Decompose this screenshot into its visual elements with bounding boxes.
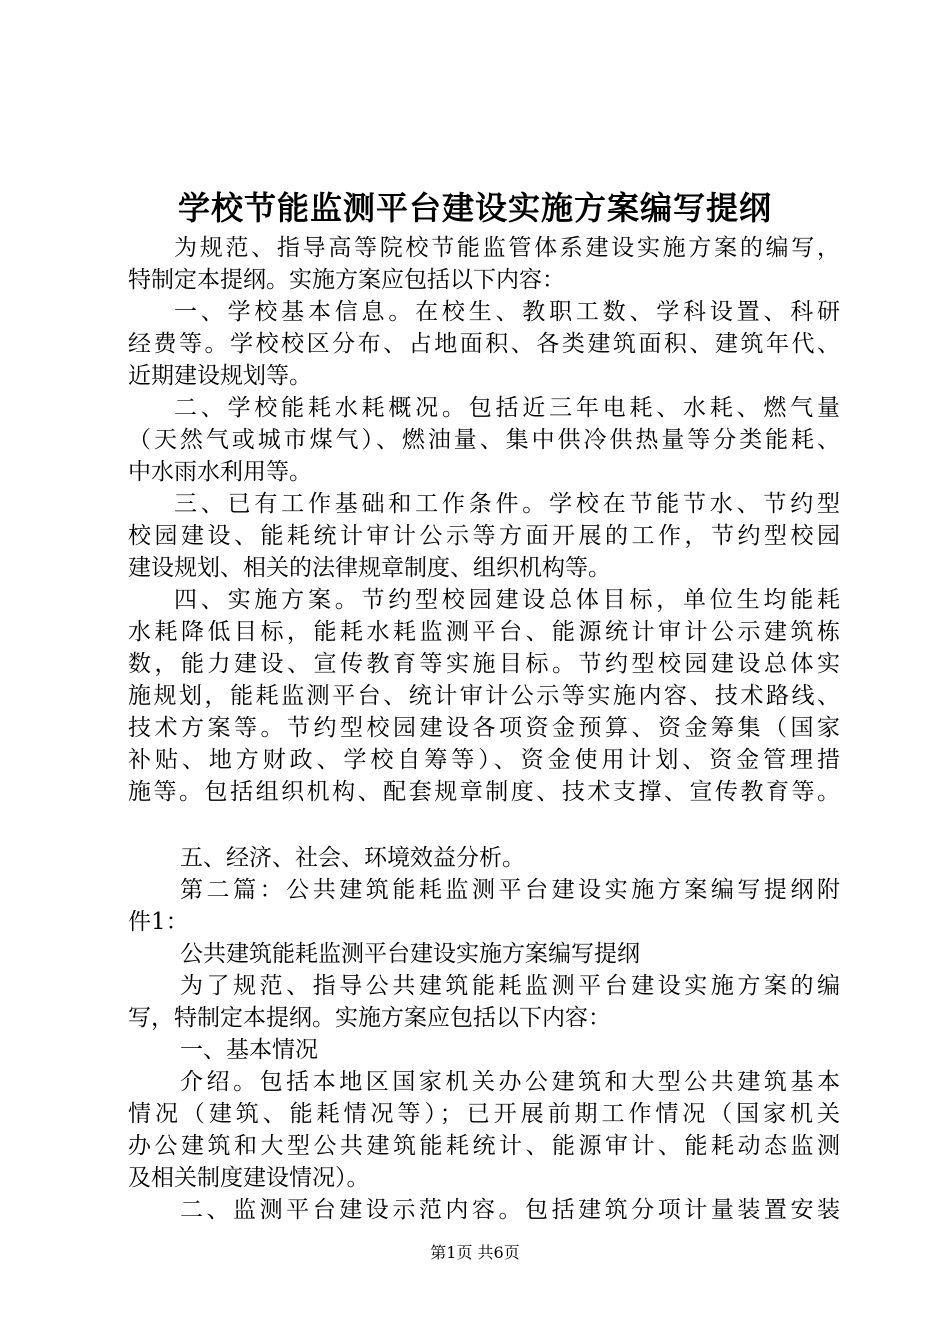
text-line: 二、监测平台建设示范内容。包括建筑分项计量装置安装 (180, 1197, 840, 1223)
paragraph-gap (128, 808, 840, 842)
text-line: 二、学校能耗水耗概况。包括近三年电耗、水耗、燃气量 (174, 395, 840, 421)
text-line: 第二篇：公共建筑能耗监测平台建设实施方案编写提纲附 (180, 877, 840, 903)
text-line: 公共建筑能耗监测平台建设实施方案编写提纲 (180, 941, 640, 967)
text-line: 五、经济、社会、环境效益分析。 (180, 845, 525, 871)
text-line: 一、学校基本信息。在校生、教职工数、学科设置、科研 (174, 299, 840, 325)
text-line: 为了规范、指导公共建筑能耗监测平台建设实施方案的编 (180, 973, 840, 999)
text-line: （天然气或城市煤气）、燃油量、集中供冷供热量等分类能耗、 (128, 427, 840, 453)
text-line: 介绍。包括本地区国家机关办公建筑和大型公共建筑基本 (180, 1069, 840, 1095)
text-line: 特制定本提纲。实施方案应包括以下内容： (128, 267, 565, 293)
text-line: 四、实施方案。节约型校园建设总体目标，单位生均能耗 (174, 587, 840, 613)
text-line: 办公建筑和大型公共建筑能耗统计、能源审计、能耗动态监测 (128, 1133, 840, 1159)
text-line: 写，特制定本提纲。实施方案应包括以下内容： (128, 1005, 611, 1031)
text-line: 校园建设、能耗统计审计公示等方面开展的工作，节约型校园 (128, 523, 840, 549)
document-body (128, 232, 840, 1226)
text-line: 经费等。学校校区分布、占地面积、各类建筑面积、建筑年代、 (128, 331, 840, 357)
page-footer: 第1页 共6页 (430, 1243, 520, 1262)
text-line: 建设规划、相关的法律规章制度、组织机构等。 (128, 555, 611, 581)
text-line: 中水雨水利用等。 (128, 459, 312, 485)
text-line: 水耗降低目标，能耗水耗监测平台、能源统计审计公示建筑栋 (128, 619, 840, 645)
text-line: 施等。包括组织机构、配套规章制度、技术支撑、宣传教育等。 (128, 779, 840, 805)
text-line: 技术方案等。节约型校园建设各项资金预算、资金筹集（国家 (128, 715, 840, 741)
text-line: 近期建设规划等。 (128, 363, 312, 389)
text-line: 及相关制度建设情况）。 (128, 1165, 370, 1191)
text-line: 情况（建筑、能耗情况等）；已开展前期工作情况（国家机关 (128, 1101, 840, 1127)
document-title: 学校节能监测平台建设实施方案编写提纲 (177, 189, 772, 227)
text-line: 数，能力建设、宣传教育等实施目标。节约型校园建设总体实 (128, 651, 840, 677)
text-line: 施规划，能耗监测平台、统计审计公示等实施内容、技术路线、 (128, 683, 840, 709)
text-line: 件1： (128, 909, 189, 935)
text-line: 三、已有工作基础和工作条件。学校在节能节水、节约型 (174, 491, 840, 517)
text-line: 为规范、指导高等院校节能监管体系建设实施方案的编写， (174, 235, 840, 261)
text-line: 补贴、地方财政、学校自筹等）、资金使用计划、资金管理措 (128, 747, 840, 773)
text-line: 一、基本情况 (180, 1037, 318, 1063)
